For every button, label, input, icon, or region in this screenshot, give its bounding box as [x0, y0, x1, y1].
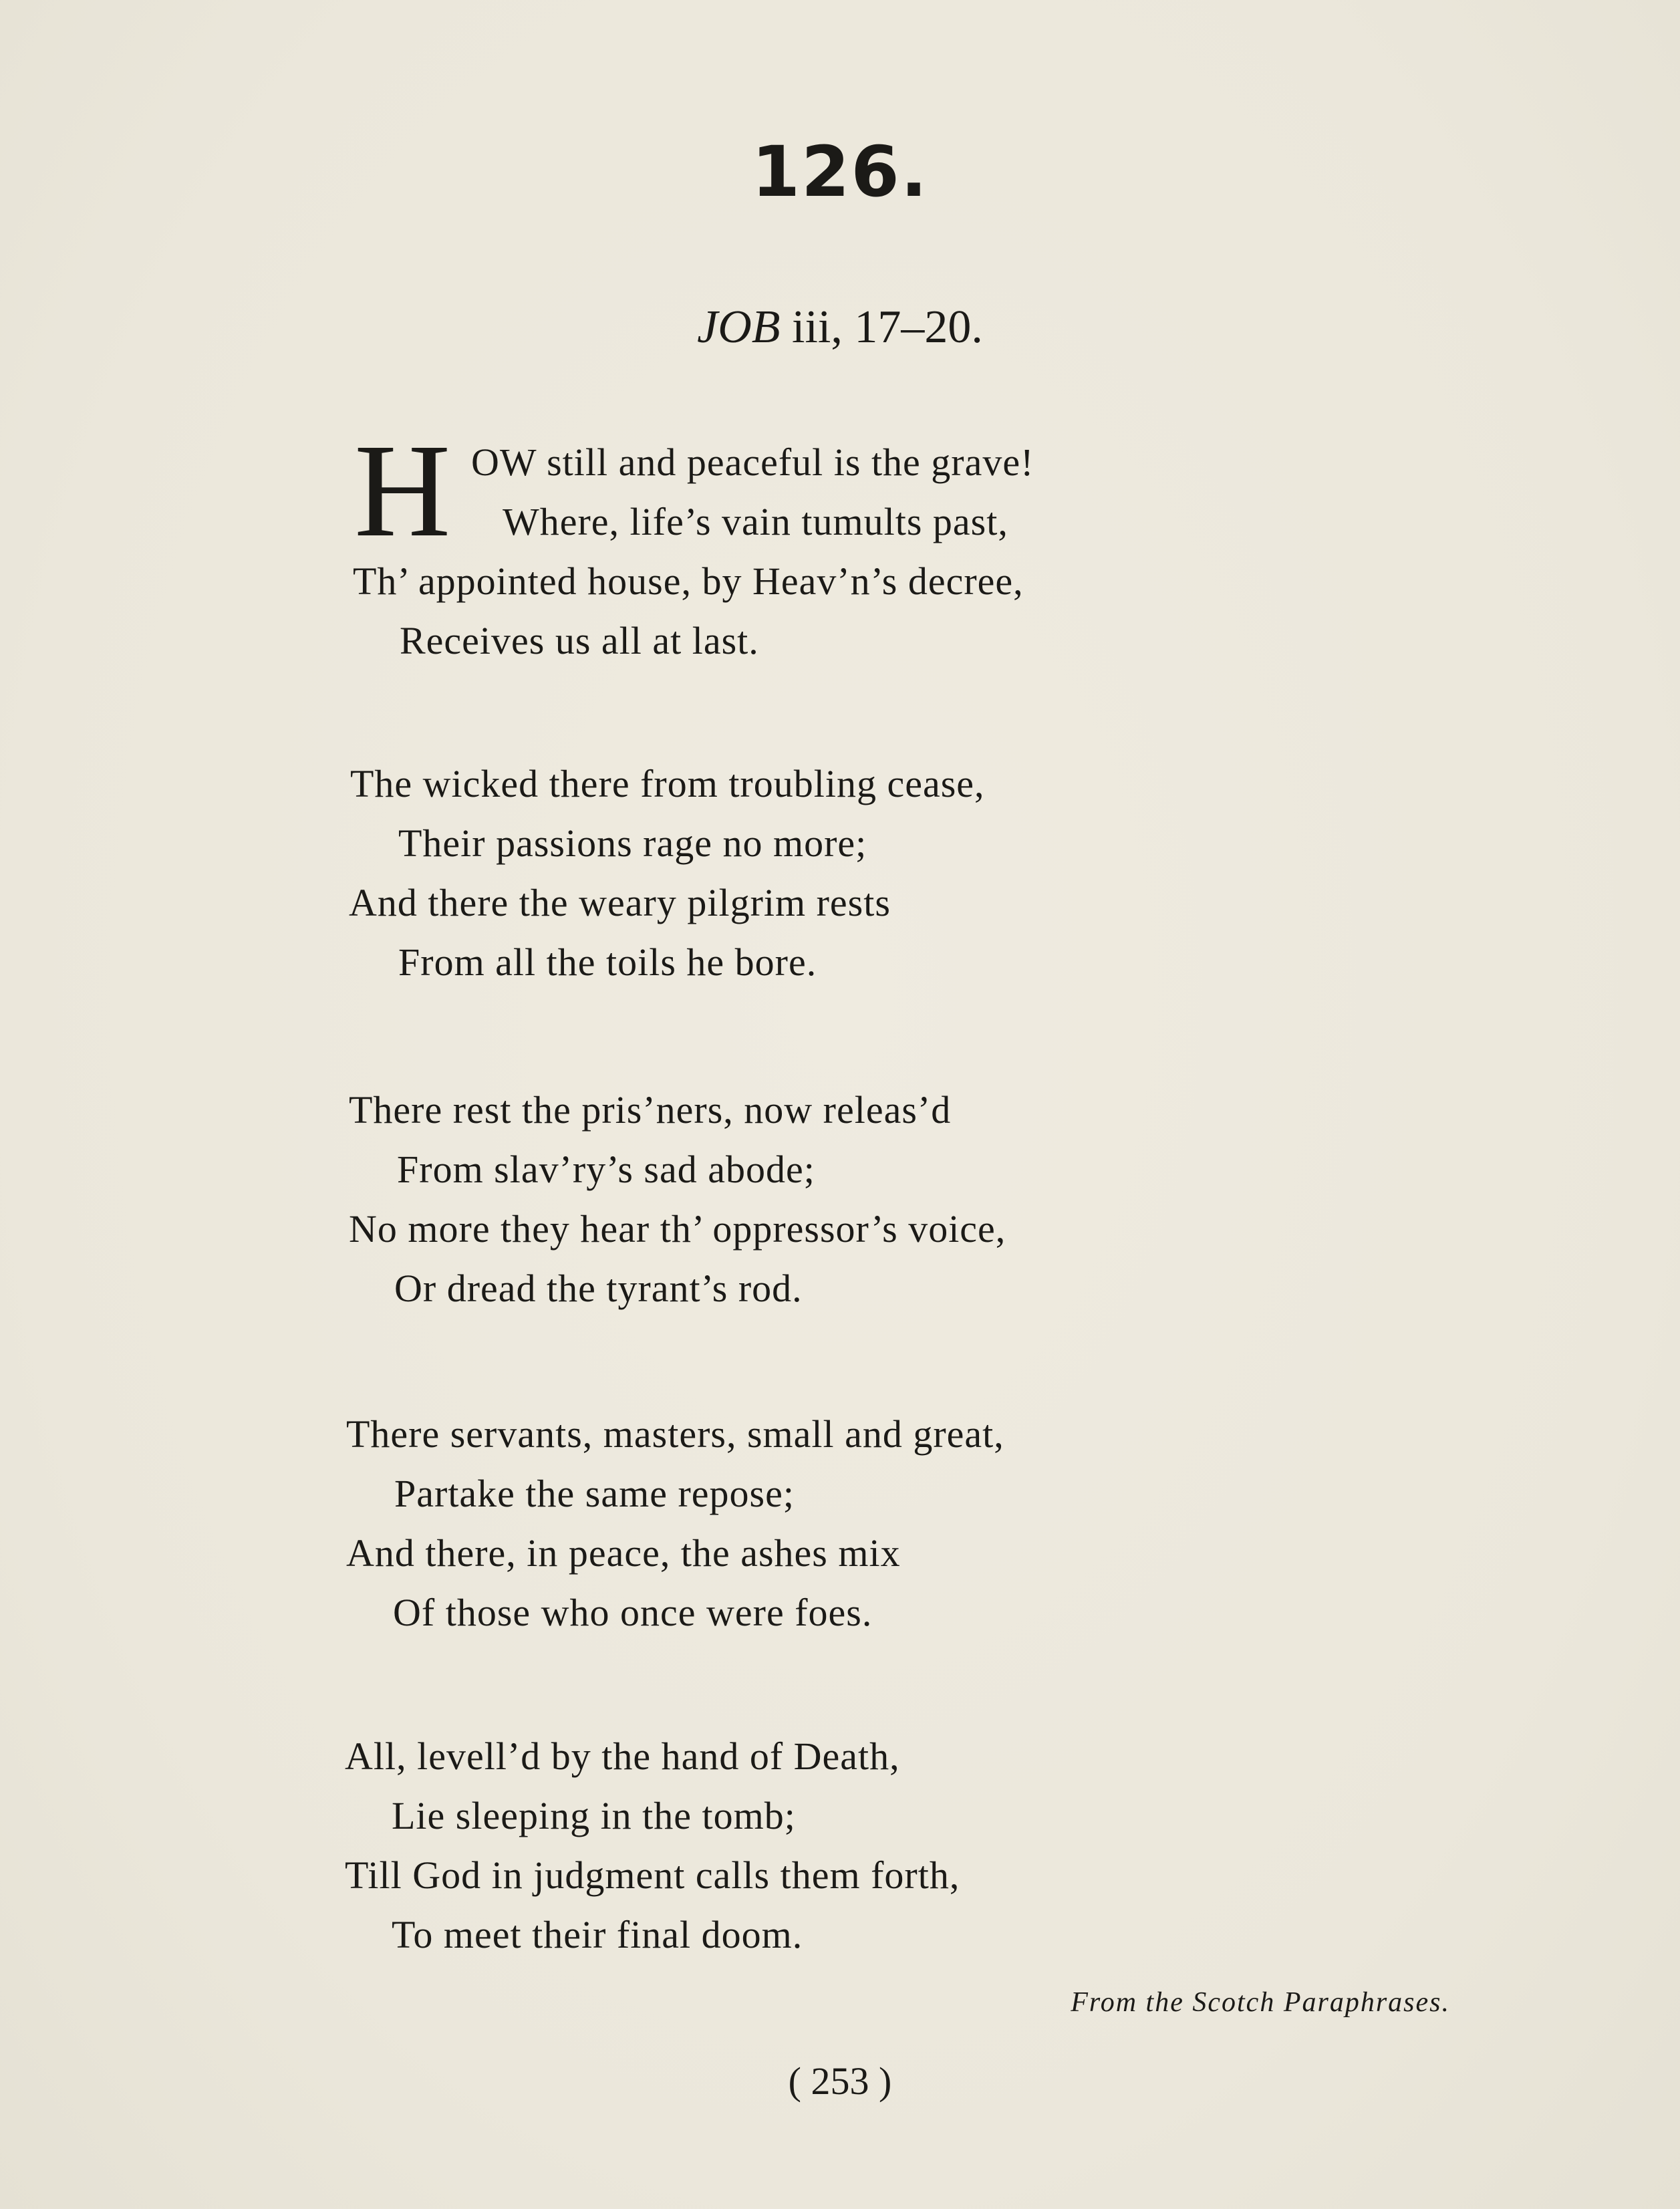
poem-line: Partake the same repose; — [394, 1472, 795, 1515]
poem-line: No more they hear th’ oppressor’s voice, — [349, 1207, 1006, 1251]
poem-line: There servants, masters, small and great, — [346, 1412, 1004, 1456]
reference-book: JOB — [697, 301, 781, 353]
poem-line: All, levell’d by the hand of Death, — [345, 1734, 900, 1778]
page-number: ( 253 ) — [788, 2059, 892, 2103]
poem-line: There rest the pris’ners, now releas’d — [349, 1088, 952, 1132]
poem-line: Or dread the tyrant’s rod. — [394, 1267, 803, 1310]
poem-line: Lie sleeping in the tomb; — [392, 1794, 796, 1837]
poem-line: Receives us all at last. — [400, 619, 759, 662]
reference-verses: iii, 17–20. — [780, 301, 983, 353]
scripture-reference — [0, 301, 1680, 353]
poem-line: To meet their final doom. — [392, 1913, 803, 1956]
poem-line: The wicked there from troubling cease, — [350, 762, 985, 805]
poem-line: Where, life’s vain tumults past, — [503, 500, 1008, 543]
poem-line: OW still and peaceful is the grave! — [471, 440, 1034, 484]
hymn-number: 126. — [751, 131, 929, 213]
poem-line: Their passions rage no more; — [398, 821, 867, 865]
attribution: From the Scotch Paraphrases. — [1071, 1987, 1450, 2018]
poem-line: From slav’ry’s sad abode; — [397, 1148, 815, 1191]
poem-line: And there the weary pilgrim rests — [349, 881, 891, 924]
poem-line: From all the toils he bore. — [398, 940, 817, 984]
drop-cap: H — [354, 417, 451, 565]
poem-line: And there, in peace, the ashes mix — [346, 1531, 901, 1575]
poem-line: Th’ appointed house, by Heav’n’s decree, — [353, 559, 1024, 603]
poem-line: Of those who once were foes. — [393, 1591, 873, 1634]
poem-line: Till God in judgment calls them forth, — [345, 1853, 960, 1897]
